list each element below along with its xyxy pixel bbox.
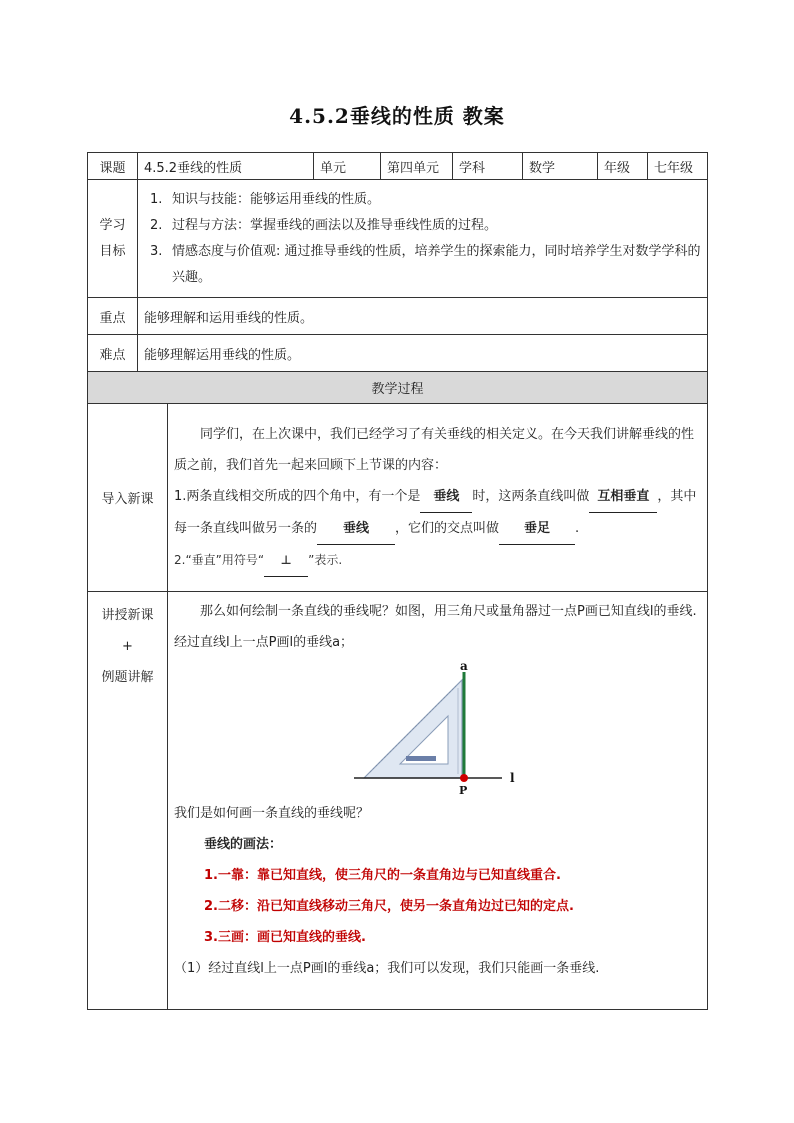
lesson-question: 我们是如何画一条直线的垂线呢？ (174, 806, 370, 821)
blank-answer-3: 垂线 (317, 513, 395, 545)
unit-label: 单元 (314, 153, 381, 180)
objectives-label-line1: 学习 (99, 217, 126, 233)
subject-label: 学科 (453, 153, 523, 180)
blank-answer-2: 互相垂直 (589, 481, 657, 513)
process-title: 教学过程 (88, 372, 708, 404)
objective-text: 知识与技能：能够运用垂线的性质。 (172, 191, 381, 207)
objective-item (144, 239, 701, 291)
grade-value: 七年级 (648, 153, 708, 180)
method-step-2: 2.二移：沿已知直线移动三角尺，使另一条直角边过已知的定点. (204, 899, 574, 914)
header-row (88, 153, 708, 180)
objective-number: 1. (150, 191, 163, 207)
label-l: l (510, 771, 515, 785)
q1-text-e: . (575, 520, 580, 536)
key-point-label: 重点 (88, 298, 138, 335)
objective-item (144, 213, 701, 239)
process-title-row (88, 372, 708, 404)
intro-paragraph: 同学们，在上次课中，我们已经学习了有关垂线的相关定义。在今天我们讲解垂线的性质之前，我们首先一起来回顾下上节课的内容： (174, 426, 695, 473)
objective-number: 2. (150, 217, 163, 233)
q1-text-b: 时，这两条直线叫做 (472, 488, 590, 504)
difficulty-text: 能够理解运用垂线的性质。 (138, 335, 708, 372)
q1-text-a: 1.两条直线相交所成的四个角中，有一个是 (174, 488, 421, 504)
intro-content (168, 404, 708, 592)
objective-text: 过程与方法：掌握垂线的画法以及推导垂线性质的过程。 (172, 217, 498, 233)
intro-question-2 (174, 545, 701, 577)
objectives-list (144, 187, 701, 291)
triangle-ruler-illustration (364, 680, 462, 778)
blank-answer-1: 垂线 (420, 481, 472, 513)
grade-label: 年级 (598, 153, 648, 180)
label-p: P (459, 784, 468, 797)
document-title: 4.5.2垂线的性质 教案 (289, 104, 505, 128)
objective-item (144, 187, 701, 213)
unit-value: 第四单元 (381, 153, 453, 180)
lesson-plan-table (87, 152, 708, 1010)
lesson-label-line2: + (122, 639, 133, 654)
triangle-ruler-diagram (174, 658, 694, 798)
lesson-label (88, 592, 168, 1010)
lesson-row (88, 592, 708, 1010)
subject-value: 数学 (523, 153, 598, 180)
course-value: 4.5.2垂线的性质 (138, 153, 314, 180)
objectives-label-line2: 目标 (99, 243, 126, 259)
intro-question-1 (174, 481, 701, 545)
intro-label: 导入新课 (88, 404, 168, 592)
key-point-row (88, 298, 708, 335)
point-p (460, 774, 468, 782)
q1-text-c: ，其中每一条直线叫做另一条的 (174, 488, 697, 536)
key-point-text: 能够理解和运用垂线的性质。 (138, 298, 708, 335)
lesson-label-line3: 例题讲解 (101, 670, 154, 685)
blank-answer-4: 垂足 (499, 513, 575, 545)
blank-answer-symbol: ⊥ (264, 545, 308, 577)
method-title: 垂线的画法： (204, 837, 283, 852)
objectives-content (138, 180, 708, 298)
lesson-paragraph: 那么如何绘制一条直线的垂线呢？如图，用三角尺或量角器过一点P画已知直线l的垂线.经过直线l上一点P画l的垂线a； (174, 604, 697, 650)
label-a: a (460, 659, 468, 673)
lesson-content (168, 592, 708, 1010)
difficulty-row (88, 335, 708, 372)
q2-text-b: ”表示. (308, 552, 343, 567)
lesson-note: （1）经过直线l上一点P画l的垂线a；我们可以发现，我们只能画一条垂线. (174, 961, 600, 976)
objectives-row (88, 180, 708, 298)
perpendicular-figure (174, 658, 794, 798)
intro-row (88, 404, 708, 592)
objective-text: 情感态度与价值观: 通过推导垂线的性质，培养学生的探索能力，同时培养学生对数学学科的兴趣。 (172, 243, 701, 285)
method-step-1: 1.一靠：靠已知直线，使三角尺的一条直角边与已知直线重合. (204, 868, 561, 883)
objective-number: 3. (150, 243, 163, 259)
course-label: 课题 (88, 153, 138, 180)
q2-text-a: 2.“垂直”用符号“ (174, 552, 265, 567)
difficulty-label: 难点 (88, 335, 138, 372)
objectives-label (88, 180, 138, 298)
lesson-label-line1: 讲授新课 (101, 608, 154, 623)
method-step-3: 3.三画：画已知直线的垂线. (204, 930, 366, 945)
q1-text-d: ，它们的交点叫做 (395, 520, 500, 536)
